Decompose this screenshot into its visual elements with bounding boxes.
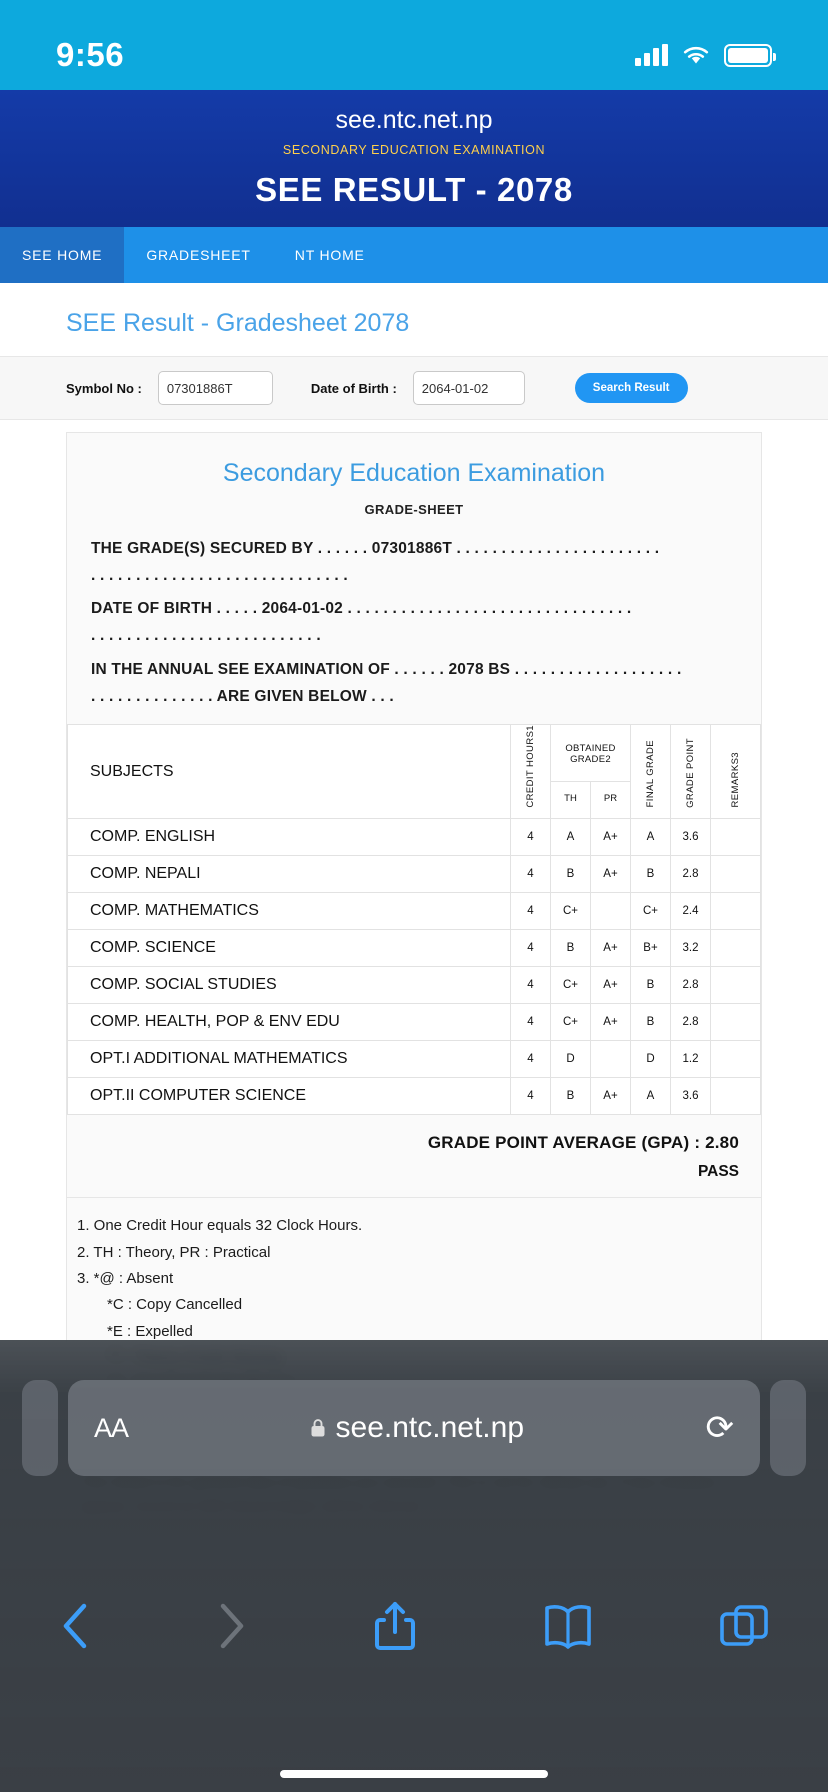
row-final: B xyxy=(631,1004,671,1041)
address-bar[interactable] xyxy=(68,1380,760,1476)
row-gp: 3.6 xyxy=(671,819,711,856)
row-pr: A+ xyxy=(591,1078,631,1115)
row-remarks xyxy=(711,1041,761,1078)
gradesheet-statement xyxy=(67,517,761,710)
col-credit-hours-label: CREDIT HOURS1 xyxy=(525,724,536,808)
table-row xyxy=(68,819,761,856)
status-bar xyxy=(0,0,828,90)
row-gp: 3.2 xyxy=(671,930,711,967)
row-pr: A+ xyxy=(591,967,631,1004)
row-final: C+ xyxy=(631,893,671,930)
col-grade-point xyxy=(671,724,711,819)
row-final: B xyxy=(631,967,671,1004)
row-credit: 4 xyxy=(511,1004,551,1041)
gradesheet-subtitle: GRADE-SHEET xyxy=(364,502,464,517)
symbol-no-label: Symbol No : xyxy=(66,380,142,396)
nav-item-gradesheet[interactable]: GRADESHEET xyxy=(146,247,251,263)
browser-bottom-bar xyxy=(0,1340,828,1792)
row-gp: 2.8 xyxy=(671,856,711,893)
status-time: 9:56 xyxy=(56,36,125,73)
footnote-expelled: *E : Expelled xyxy=(107,1322,193,1340)
reload-icon[interactable]: ⟳ xyxy=(705,1409,734,1447)
result-status: PASS xyxy=(697,1163,739,1181)
marks-table xyxy=(67,724,761,1116)
row-credit: 4 xyxy=(511,893,551,930)
row-remarks xyxy=(711,930,761,967)
row-gp: 3.6 xyxy=(671,1078,711,1115)
row-final: A xyxy=(631,1078,671,1115)
col-subjects: SUBJECTS xyxy=(68,724,511,819)
url-display[interactable] xyxy=(128,1411,705,1445)
row-th: B xyxy=(551,930,591,967)
footnote-3: 3. *@ : Absent xyxy=(77,1269,174,1287)
row-gp: 2.8 xyxy=(671,1004,711,1041)
table-row xyxy=(68,930,761,967)
row-final: A xyxy=(631,819,671,856)
row-credit: 4 xyxy=(511,819,551,856)
gpa-line: GRADE POINT AVERAGE (GPA) : 2.80 xyxy=(427,1133,739,1153)
row-credit: 4 xyxy=(511,856,551,893)
book-icon[interactable] xyxy=(541,1602,595,1655)
statement-line-2b: . . . . . . . . . . . . . . . . . . . . . . . . . . xyxy=(91,627,321,645)
row-remarks xyxy=(711,967,761,1004)
row-gp: 2.8 xyxy=(671,967,711,1004)
row-credit: 4 xyxy=(511,1041,551,1078)
footnote-1: 1. One Credit Hour equals 32 Clock Hours. xyxy=(77,1217,363,1235)
row-remarks xyxy=(711,1004,761,1041)
search-result-button[interactable]: Search Result xyxy=(575,373,688,403)
row-credit: 4 xyxy=(511,1078,551,1115)
back-chevron-icon[interactable] xyxy=(58,1600,92,1657)
col-credit-hours xyxy=(511,724,551,819)
row-pr: A+ xyxy=(591,1004,631,1041)
table-row xyxy=(68,1041,761,1078)
row-credit: 4 xyxy=(511,967,551,1004)
table-row xyxy=(68,1004,761,1041)
dob-label: Date of Birth : xyxy=(310,380,397,396)
row-remarks xyxy=(711,819,761,856)
col-remarks-label: REMARKS3 xyxy=(730,751,741,808)
col-th: TH xyxy=(551,781,591,819)
table-row xyxy=(68,1078,761,1115)
gradesheet-title: Secondary Education Examination xyxy=(222,459,606,487)
row-remarks xyxy=(711,856,761,893)
row-final: B xyxy=(631,856,671,893)
lock-icon xyxy=(310,1418,326,1438)
main-nav xyxy=(0,227,828,283)
symbol-no-input[interactable] xyxy=(158,371,273,405)
page-content xyxy=(0,283,828,1792)
search-form xyxy=(0,356,828,420)
col-final-grade xyxy=(631,724,671,819)
text-size-button[interactable]: AA xyxy=(94,1412,129,1443)
dob-input[interactable] xyxy=(413,371,525,405)
col-grade-point-label: GRADE POINT xyxy=(685,737,696,808)
col-obtained-grade-label: OBTAINED GRADE2 xyxy=(565,742,616,765)
row-th: C+ xyxy=(551,893,591,930)
next-tab-peek[interactable] xyxy=(770,1380,806,1476)
forward-chevron-icon[interactable] xyxy=(215,1600,249,1657)
row-subject: COMP. SCIENCE xyxy=(68,930,511,967)
row-final: B+ xyxy=(631,930,671,967)
row-th: B xyxy=(551,1078,591,1115)
row-gp: 2.4 xyxy=(671,893,711,930)
row-th: D xyxy=(551,1041,591,1078)
footnote-copy-cancelled: *C : Copy Cancelled xyxy=(107,1296,243,1314)
wifi-icon xyxy=(682,44,710,66)
site-header xyxy=(0,90,828,227)
table-row xyxy=(68,893,761,930)
row-final: D xyxy=(631,1041,671,1078)
statement-line-3b: . . . . . . . . . . . . . . ARE GIVEN BELOW . . . xyxy=(91,687,394,705)
col-pr: PR xyxy=(591,781,631,819)
row-subject: COMP. ENGLISH xyxy=(68,819,511,856)
cellular-signal-icon xyxy=(635,44,668,66)
table-header-row xyxy=(68,724,761,781)
url-text: see.ntc.net.np xyxy=(335,1411,524,1444)
row-subject: OPT.II COMPUTER SCIENCE xyxy=(68,1078,511,1115)
row-th: C+ xyxy=(551,1004,591,1041)
previous-tab-peek[interactable] xyxy=(22,1380,58,1476)
battery-icon xyxy=(724,44,772,67)
row-pr xyxy=(591,893,631,930)
row-remarks xyxy=(711,1078,761,1115)
page-title: SEE RESULT - 2078 xyxy=(255,171,573,208)
statement-line-1b: . . . . . . . . . . . . . . . . . . . . . . . . . . . . . xyxy=(91,567,348,585)
col-obtained-grade xyxy=(551,724,631,781)
status-icons xyxy=(635,44,772,67)
row-th: B xyxy=(551,856,591,893)
row-subject: COMP. SOCIAL STUDIES xyxy=(68,967,511,1004)
row-subject: OPT.I ADDITIONAL MATHEMATICS xyxy=(68,1041,511,1078)
statement-line-3: IN THE ANNUAL SEE EXAMINATION OF . . . . . . 2078 BS . . . . . . . . . . . . . . . . . . . xyxy=(91,660,682,678)
home-indicator xyxy=(280,1770,548,1778)
row-subject: COMP. HEALTH, POP & ENV EDU xyxy=(68,1004,511,1041)
page-heading: SEE Result - Gradesheet 2078 xyxy=(66,309,410,337)
row-pr: A+ xyxy=(591,856,631,893)
row-th: C+ xyxy=(551,967,591,1004)
row-subject: COMP. NEPALI xyxy=(68,856,511,893)
nav-item-nt-home[interactable]: NT HOME xyxy=(294,247,365,263)
statement-line-1: THE GRADE(S) SECURED BY . . . . . . 07301886T . . . . . . . . . . . . . . . . . . . . . . . xyxy=(91,540,660,557)
address-row xyxy=(0,1340,828,1476)
tabs-icon[interactable] xyxy=(718,1602,770,1655)
col-remarks xyxy=(711,724,761,819)
row-pr: A+ xyxy=(591,819,631,856)
row-remarks xyxy=(711,893,761,930)
row-pr: A+ xyxy=(591,930,631,967)
footnote-2: 2. TH : Theory, PR : Practical xyxy=(77,1243,271,1261)
row-pr xyxy=(591,1041,631,1078)
col-final-grade-label: FINAL GRADE xyxy=(645,739,656,808)
table-row xyxy=(68,856,761,893)
nav-item-see-home[interactable]: SEE HOME xyxy=(0,227,124,283)
site-subtitle: SECONDARY EDUCATION EXAMINATION xyxy=(282,143,546,157)
share-icon[interactable] xyxy=(372,1598,418,1659)
row-subject: COMP. MATHEMATICS xyxy=(68,893,511,930)
row-th: A xyxy=(551,819,591,856)
row-credit: 4 xyxy=(511,930,551,967)
site-domain: see.ntc.net.np xyxy=(335,106,493,134)
row-gp: 1.2 xyxy=(671,1041,711,1078)
browser-toolbar xyxy=(0,1476,828,1770)
table-row xyxy=(68,967,761,1004)
statement-line-2: DATE OF BIRTH . . . . . 2064-01-02 . . . . . . . . . . . . . . . . . . . . . . . . . . . . . . . . xyxy=(91,600,632,618)
